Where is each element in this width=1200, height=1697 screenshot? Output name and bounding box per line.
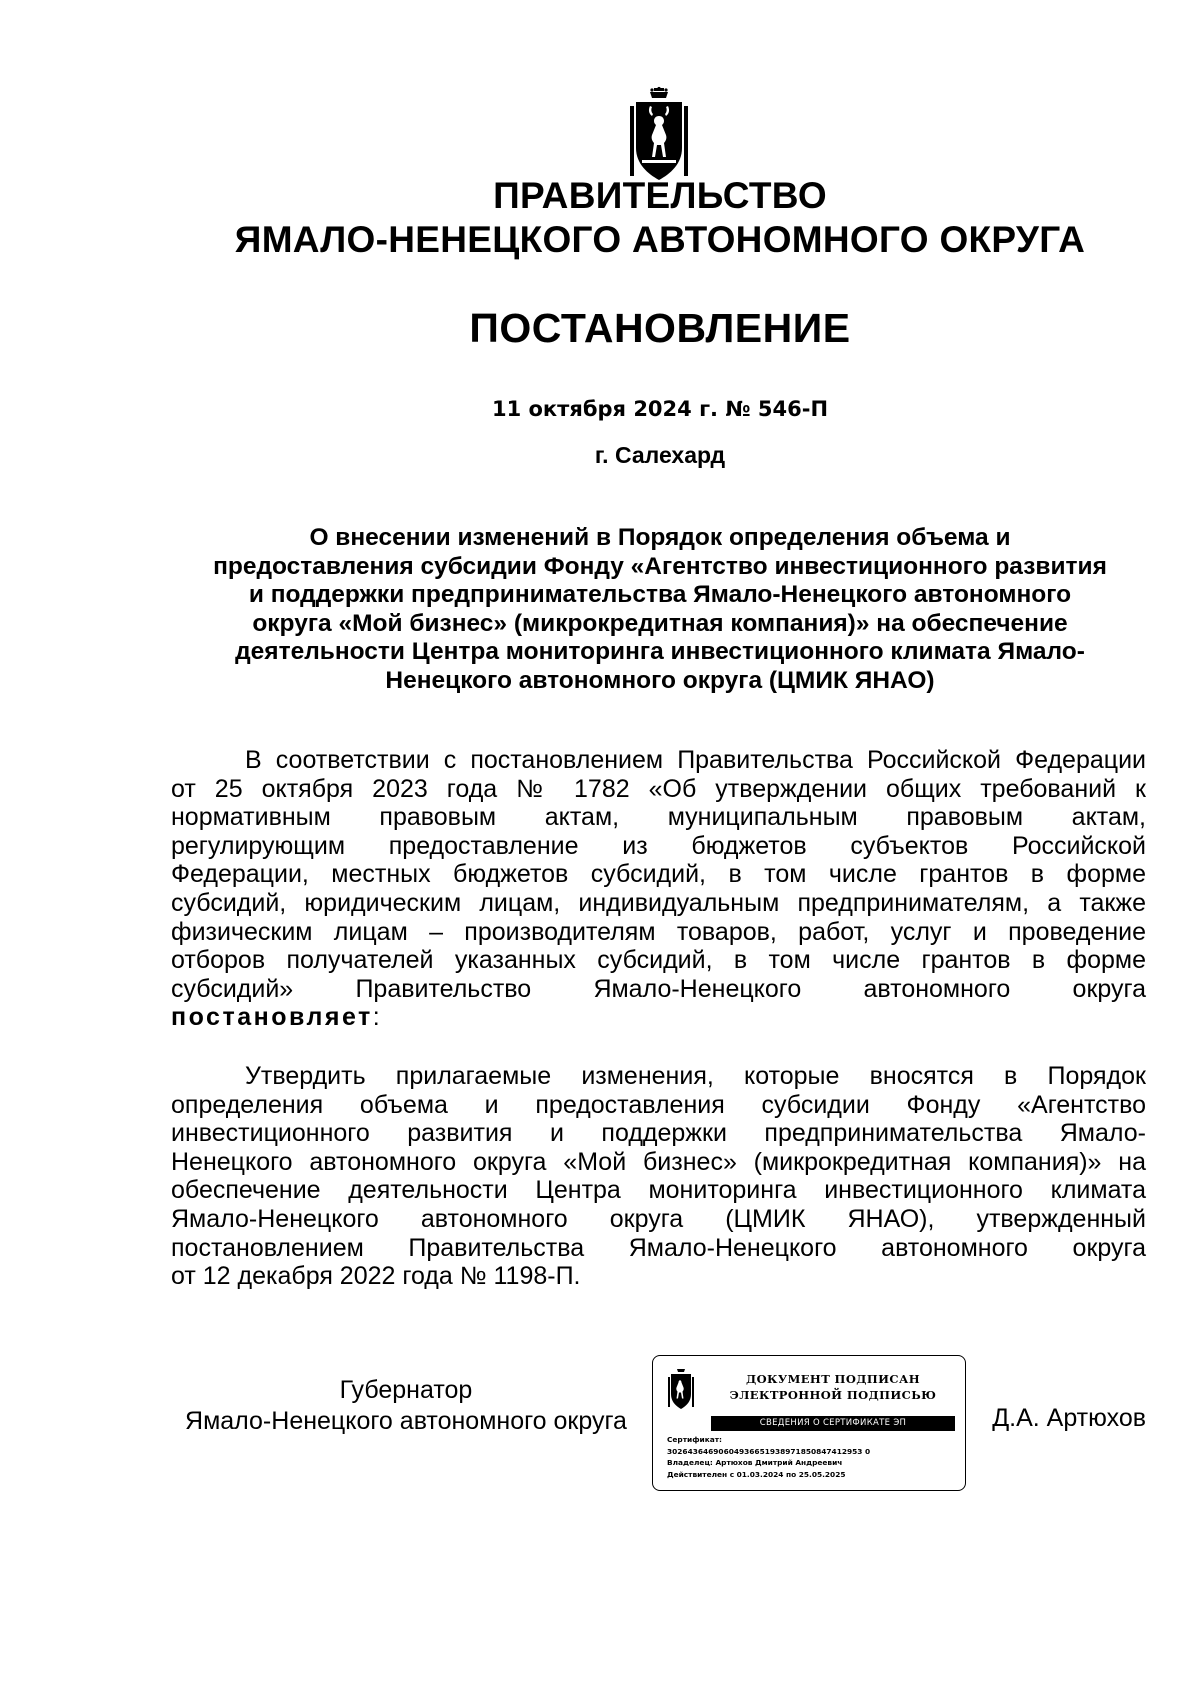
coat-of-arms-icon (667, 1368, 695, 1412)
paragraph-line: инвестиционного развития и поддержки предпринимательства Ямало- (171, 1119, 1146, 1148)
subject-line: и поддержки предпринимательства Ямало-Ненецкого автономного (248, 581, 1072, 608)
subject-line: деятельности Центра мониторинга инвестиционного климата Ямало- (235, 638, 1085, 665)
certificate-number: 30264364690604936651938971850847412953 0 (667, 1446, 871, 1456)
paragraph-line: от 25 октября 2023 года № 1782 «Об утверждении общих требований к (171, 774, 1146, 803)
paragraph-line: физическим лицам – производителям товаров, работ, услуг и проведение (171, 917, 1146, 946)
signatory-title: Губернатор (339, 1376, 473, 1404)
subject-line: округа «Мой бизнес» (микрокредитная компания)» на обеспечение (252, 609, 1068, 637)
stamp-heading-line1: ДОКУМЕНТ ПОДПИСАН (746, 1372, 920, 1386)
subject-line: О внесении изменений в Порядок определения объема и (309, 524, 1011, 551)
coat-of-arms-icon (628, 86, 690, 186)
paragraph-line: субсидий» Правительство Ямало-Ненецкого автономного округа (171, 974, 1146, 1003)
certificate-validity: Действителен с 01.03.2024 по 25.05.2025 (667, 1469, 846, 1479)
certificate-label: Сертификат: (667, 1435, 722, 1444)
subject-line: предоставления субсидии Фонду «Агентство инвестиционного развития (213, 552, 1107, 580)
paragraph-line: нормативным правовым актам, муниципальным правовым актам, (171, 803, 1146, 832)
paragraph-line: В соответствии с постановлением Правительства Российской Федерации (245, 746, 1146, 774)
decree-word: постановляет (171, 1003, 373, 1032)
paragraph-line (171, 1003, 1146, 1032)
stamp-heading-line2: ЭЛЕКТРОННОЙ ПОДПИСЬЮ (729, 1388, 937, 1402)
stamp-heading (713, 1371, 953, 1403)
signatory-region: Ямало-Ненецкого автономного округа (185, 1407, 627, 1435)
paragraph-line: Ненецкого автономного округа «Мой бизнес» (микрокредитная компания)» на (171, 1147, 1146, 1176)
document-subject (170, 524, 1150, 695)
certificate-details (667, 1434, 957, 1480)
paragraph-line: постановлением Правительства Ямало-Ненецкого автономного округа (171, 1233, 1146, 1262)
signatory-position (171, 1375, 641, 1437)
paragraph-line: субсидий, юридическим лицам, индивидуальным предпринимателям, а также (171, 888, 1146, 917)
electronic-signature-stamp (652, 1355, 966, 1491)
signatory-name: Д.А. Артюхов (992, 1404, 1146, 1432)
government-title-line1: ПРАВИТЕЛЬСТВО (493, 175, 827, 216)
paragraph-line: от 12 декабря 2022 года № 1198-П. (171, 1262, 581, 1291)
paragraph-line: обеспечение деятельности Центра мониторинга инвестиционного климата (171, 1176, 1146, 1205)
certificate-owner: Владелец: Артюхов Дмитрий Андреевич (667, 1458, 843, 1467)
document-city: г. Салехард (594, 442, 726, 468)
paragraph-line: отборов получателей указанных субсидий, в том числе грантов в форме (171, 946, 1146, 975)
government-title-line2: ЯМАЛО-НЕНЕЦКОГО АВТОНОМНОГО ОКРУГА (234, 219, 1086, 260)
subject-line: Ненецкого автономного округа (ЦМИК ЯНАО) (385, 666, 935, 694)
paragraph-line: регулирующим предоставление из бюджетов субъектов Российской (171, 831, 1146, 860)
paragraph-line: Федерации, местных бюджетов субсидий, в том числе грантов в форме (171, 860, 1146, 889)
document-type: ПОСТАНОВЛЕНИЕ (469, 305, 851, 351)
document-date-number: 11 октября 2024 г. № 546-П (491, 397, 829, 421)
decree-colon: : (372, 1003, 380, 1032)
paragraph-line: Ямало-Ненецкого автономного округа (ЦМИК ЯНАО), утвержденный (171, 1204, 1146, 1233)
paragraph-line: Утвердить прилагаемые изменения, которые вносятся в Порядок (245, 1062, 1146, 1090)
operative-paragraph (171, 1062, 1146, 1291)
paragraph-line: определения объема и предоставления субсидии Фонду «Агентство (171, 1090, 1146, 1119)
preamble-paragraph (171, 746, 1146, 1032)
certificate-info-bar: СВЕДЕНИЯ О СЕРТИФИКАТЕ ЭП (711, 1416, 955, 1431)
